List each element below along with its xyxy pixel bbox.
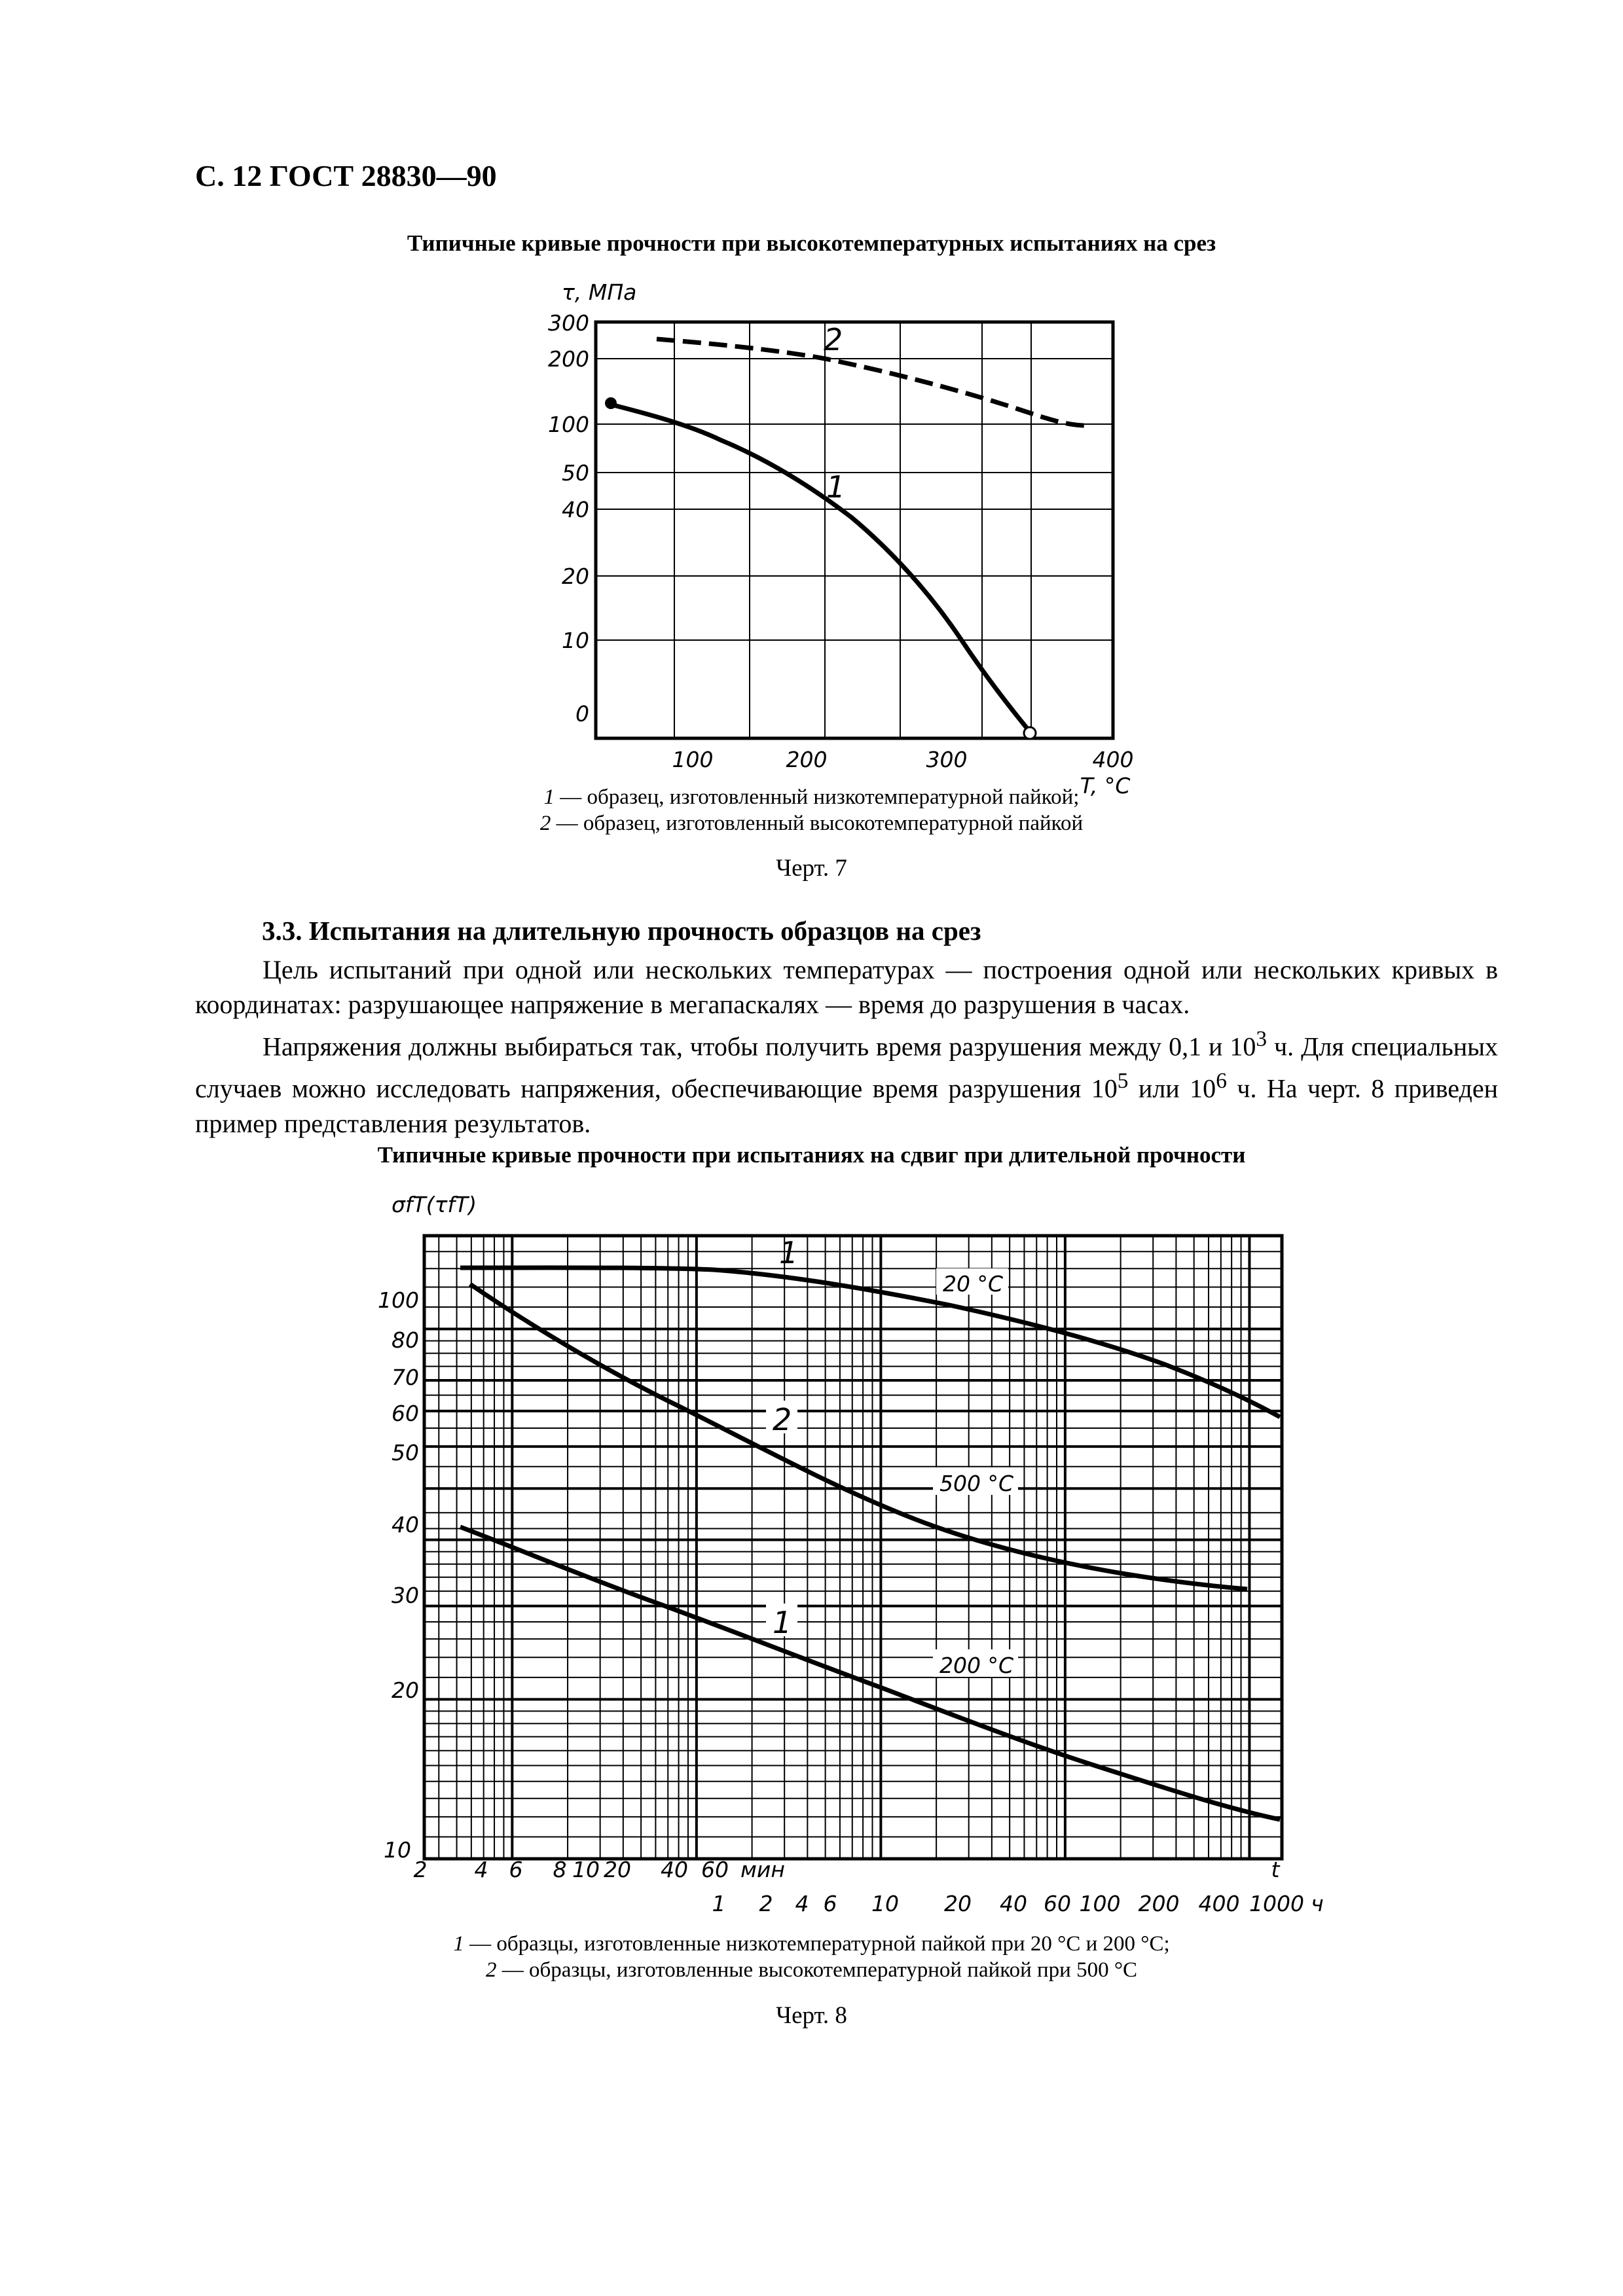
x-tick-h-100: 100: [1079, 1891, 1121, 1916]
x-tick-min-4: 4: [474, 1857, 488, 1882]
x-tick-h-60: 60: [1044, 1891, 1071, 1916]
chart-8-series-labels: [766, 1235, 798, 1640]
figure7-label: Черт. 7: [776, 855, 847, 882]
y-tick-10: 10: [384, 1837, 411, 1863]
y-tick-200: 200: [548, 346, 589, 372]
chart-8-series-2-label: 2: [773, 1402, 792, 1437]
x-tick-h-2: 2: [759, 1891, 773, 1916]
figure7-caption-line-1: 1 — образец, изготовленный низкотемпературной пайкой;: [543, 785, 1080, 809]
paragraph-2: Напряжения должны выбираться так, чтобы получить время разрушения между 0,1 и $10^3$ ч. Для специальных случаев можно исследовать напряжения, обеспечивающие время разрушения $10^5$ или $10^6$ ч. На черт. 8 приведен пример представления результатов.: [195, 1027, 1499, 1138]
chart-8-y-label: σfT(τfT): [392, 1192, 477, 1217]
y-tick-0: 0: [575, 701, 589, 726]
chart-7-series-2-label: 2: [824, 322, 843, 357]
chart-8-x-ticks-min: [414, 1857, 785, 1882]
x-tick-400: 400: [1092, 747, 1134, 772]
chart-8-series-1-label-top: 1: [779, 1235, 799, 1270]
x-tick-min-40: 40: [661, 1857, 688, 1882]
x-tick-h-20: 20: [944, 1891, 972, 1916]
y-tick-50: 50: [392, 1440, 419, 1465]
x-tick-min-8: 8: [553, 1857, 567, 1882]
paragraph-1: Цель испытаний при одной или нескольких температурах — построения одной или нескольких кривых в координатах: разрушающее напряжение в мегапаскалях — время до разрушения в часах.: [195, 955, 1498, 1019]
y-tick-40: 40: [392, 1512, 419, 1537]
x-tick-h-40: 40: [1000, 1891, 1027, 1916]
x-tick-min-60: 60: [701, 1857, 729, 1882]
x-tick-min-10: 10: [572, 1857, 600, 1882]
x-tick-min-6: 6: [509, 1857, 523, 1882]
figure7-title: Типичные кривые прочности при высокотемпературных испытаниях на срез: [407, 230, 1216, 256]
x-tick-min-unit: мин: [740, 1857, 785, 1882]
chart-8-series-1-200C: [460, 1527, 1280, 1820]
y-tick-40: 40: [562, 497, 589, 522]
x-tick-h-1000: 1000: [1249, 1891, 1304, 1916]
y-tick-50: 50: [562, 460, 589, 486]
y-tick-100: 100: [378, 1287, 419, 1313]
x-tick-min-2: 2: [413, 1857, 428, 1882]
figure8-caption: [0, 1931, 1623, 1983]
x-tick-h-1: 1: [712, 1891, 726, 1916]
x-tick-h-unit: ч: [1311, 1891, 1324, 1916]
x-tick-200: 200: [786, 747, 828, 772]
y-tick-300: 300: [548, 310, 589, 336]
chart-8-grid: [424, 1236, 1282, 1859]
temperature-label-500: 500 °С: [939, 1471, 1014, 1496]
chart-8-series-1-label-bottom: 1: [773, 1605, 792, 1640]
chart-8-y-ticks: [378, 1287, 419, 1863]
y-tick-100: 100: [548, 412, 589, 437]
y-tick-60: 60: [392, 1401, 419, 1426]
section-heading: 3.3. Испытания на длительную прочность образцов на срез: [262, 916, 981, 946]
temperature-label-200: 200 °С: [939, 1653, 1014, 1678]
chart-7-y-label: τ, МПа: [562, 279, 637, 305]
x-tick-min-20: 20: [604, 1857, 631, 1882]
y-tick-20: 20: [562, 564, 589, 589]
chart-8-x-ticks-h: [712, 1891, 1324, 1916]
x-tick-h-6: 6: [823, 1891, 837, 1916]
figure8-caption-line-1: 1 — образцы, изготовленные низкотемпературной пайкой при 20 °С и 200 °С;: [453, 1932, 1170, 1956]
x-tick-h-4: 4: [795, 1891, 809, 1916]
x-tick-300: 300: [926, 747, 968, 772]
figure8-label: Черт. 8: [776, 2002, 847, 2029]
x-tick-h-400: 400: [1198, 1891, 1240, 1916]
x-tick-h-200: 200: [1138, 1891, 1180, 1916]
y-tick-30: 30: [392, 1583, 419, 1608]
figure8-title: Типичные кривые прочности при испытаниях на сдвиг при длительной прочности: [377, 1142, 1246, 1168]
figure7-caption-line-2: 2 — образец, изготовленный высокотемпературной пайкой: [539, 812, 1084, 835]
chart-8-x-label: t: [1271, 1857, 1280, 1882]
y-tick-20: 20: [392, 1677, 419, 1703]
x-tick-100: 100: [672, 747, 714, 772]
y-tick-70: 70: [392, 1365, 419, 1390]
figure8-caption-line-2: 2 — образцы, изготовленные высокотемпературной пайкой при 500 °С: [485, 1958, 1138, 1982]
y-tick-80: 80: [392, 1327, 419, 1353]
chart-7-series-1-label: 1: [826, 469, 846, 505]
page-header: С. 12 ГОСТ 28830—90: [195, 159, 497, 192]
x-tick-h-10: 10: [871, 1891, 899, 1916]
temperature-label-20: 20 °С: [943, 1271, 1004, 1297]
y-tick-10: 10: [562, 628, 589, 653]
chart-7-x-label: T, °C: [1080, 773, 1131, 798]
